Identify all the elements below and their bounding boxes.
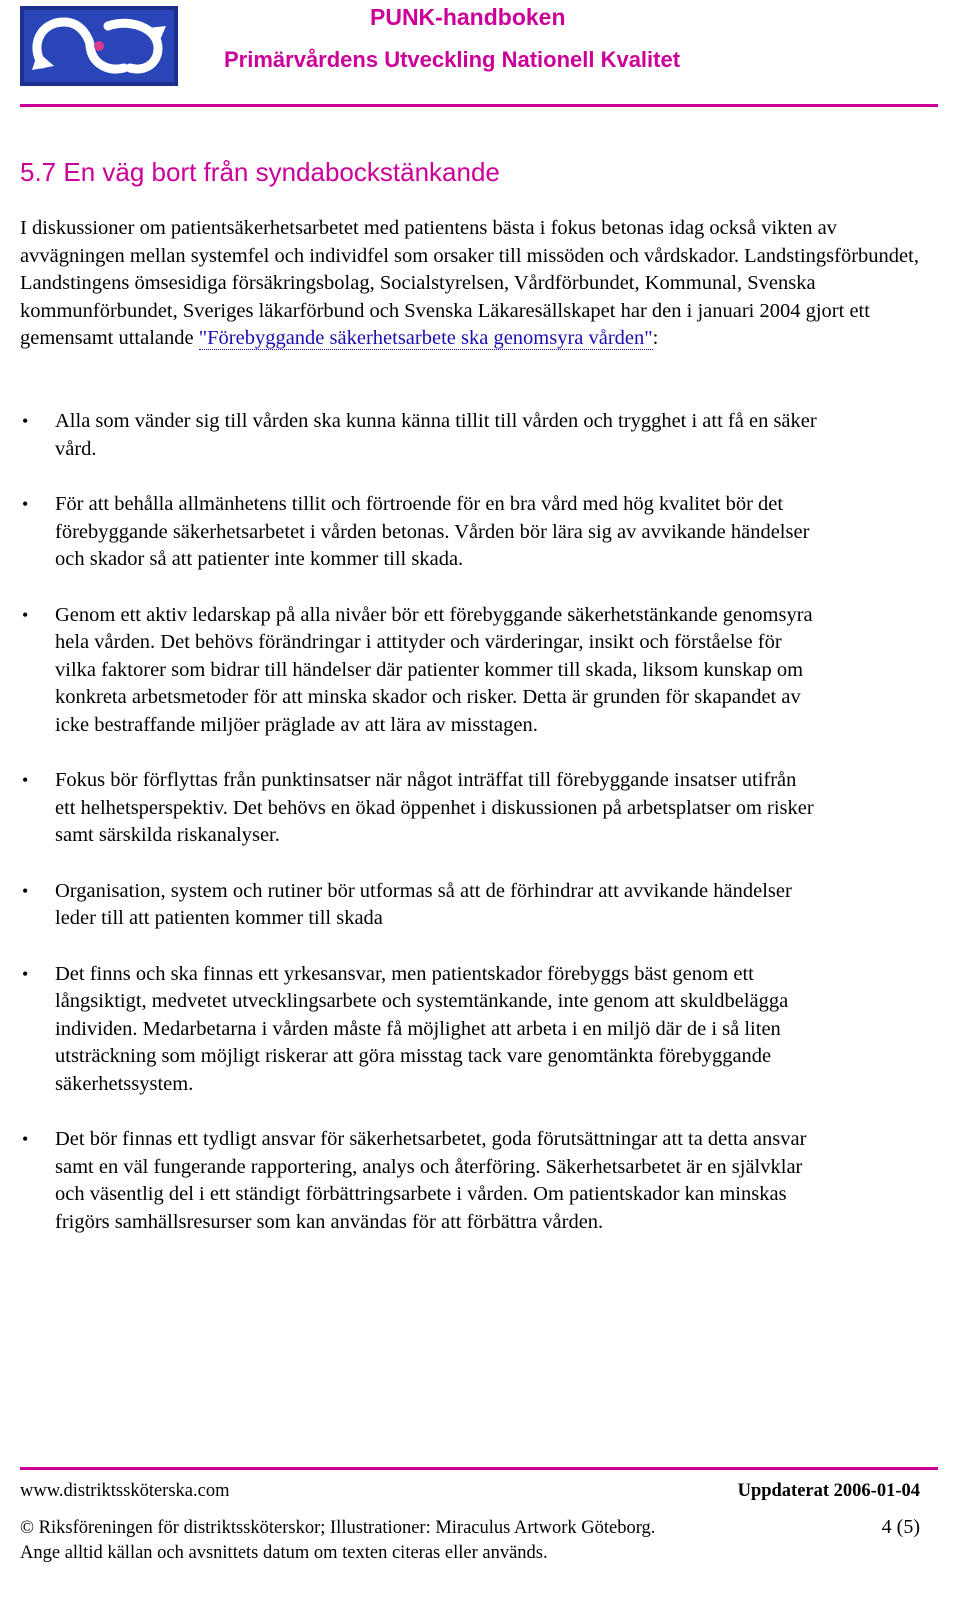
bullet-icon: •: [22, 494, 29, 514]
intro-suffix: :: [652, 327, 659, 349]
punk-logo-icon: [20, 6, 178, 86]
bullet-text: Organisation, system och rutiner bör utformas så att de förhindrar att avvikande händelser leder till att patienten kommer till skada: [55, 879, 792, 929]
list-item: [20, 602, 820, 740]
list-item: [20, 491, 820, 574]
statement-bullet-list: [20, 408, 820, 1264]
footer-divider: [20, 1467, 938, 1470]
bullet-icon: •: [22, 963, 29, 984]
bullet-text: Det bör finnas ett tydligt ansvar för säkerhetsarbetet, goda förutsättningar att ta detta ansvar samt en väl fungerande rapportering, analys och återföring. Säkerhetsarbetet är en självklar och väsentlig del i ett ständigt förbättringsarbete i vården. Om patientskador kan minskas frigörs samhällsresurser som kan användas för att förbättra vården.: [55, 1128, 807, 1233]
bullet-text: För att behålla allmänhetens tillit och förtroende för en bra vård med hög kvalitet bör det förebyggande säkerhetsarbetet i vården betonas. Vården bör lära sig av avvikande händelser och skador så att patienter inte kommer till skada.: [55, 493, 810, 570]
header-subtitle: Primärvårdens Utveckling Nationell Kvalitet: [224, 47, 681, 72]
bullet-icon: •: [22, 770, 29, 790]
list-item: [20, 767, 820, 850]
statement-link[interactable]: "Förebyggande säkerhetsarbete ska genomsyra vården": [198, 327, 653, 349]
header-divider: [20, 104, 938, 107]
bullet-text: Det finns och ska finnas ett yrkesansvar, men patientskador förebyggs bäst genom ett långsiktigt, medvetet utvecklingsarbete och systemtänkande, inte genom att skuldbelägga individen. Medarbetarna i vården måste få möjlighet att arbeta i en miljö där de i så liten utsträckning som möjligt riskerar att göra misstag tack vare genomtänkta förebyggande säkerhetssystem.: [55, 962, 789, 1095]
page-number: 4 (5): [881, 1516, 920, 1538]
bullet-text: Alla som vänder sig till vården ska kunna känna tillit till vården och trygghet i att få en säker vård.: [55, 410, 817, 460]
intro-text: I diskussioner om patientsäkerhetsarbetet med patientens bästa i fokus betonas idag också vikten av avvägningen mellan systemfel och individfel som orsaker till missöden och vårdskador. Landstingsförbundet, Landstingens ömsesidiga försäkringsbolag, Socialstyrelsen, Vårdförbundet, Kommunal, Svenska kommunförbundet, Sveriges läkarförbund och Svenska Läkaresällskapet har den i januari 2004 gjort ett gemensamt uttalande: [20, 217, 919, 349]
bullet-icon: •: [22, 880, 29, 901]
list-item: [20, 1126, 820, 1236]
list-item: [20, 878, 820, 933]
footer-updated-date: Uppdaterat 2006-01-04: [737, 1481, 920, 1501]
bullet-icon: •: [22, 1129, 29, 1149]
section-heading: 5.7 En väg bort från syndabockstänkande: [20, 157, 500, 187]
list-item: [20, 961, 820, 1099]
bullet-icon: •: [22, 411, 29, 431]
footer-url: www.distriktssköterska.com: [20, 1481, 230, 1501]
footer-copyright: © Riksföreningen för distriktssköterskor; Illustrationer: Miraculus Artwork Göteborg.: [20, 1518, 656, 1538]
bullet-icon: •: [22, 604, 29, 625]
list-item: [20, 408, 820, 463]
bullet-text: Genom ett aktiv ledarskap på alla nivåer bör ett förebyggande säkerhetstänkande genomsyra hela vården. Det behövs förändringar i attityder och värderingar, insikt och förståelse för vilka faktorer som bidrar till händelser där patienter kommer till skada, liksom kunskap om konkreta arbetsmetoder för att minska skador och risker. Detta är grunden för skapandet av icke bestraffande miljöer präglade av att lära av misstagen.: [55, 603, 813, 736]
intro-paragraph: [20, 215, 925, 353]
footer-citation-note: Ange alltid källan och avsnittets datum om texten citeras eller används.: [20, 1543, 548, 1563]
bullet-text: Fokus bör förflyttas från punktinsatser när något inträffat till förebyggande insatser utifrån ett helhetsperspektiv. Det behövs en ökad öppenhet i diskussionen på arbetsplatser om risker samt särskilda riskanalyser.: [55, 769, 814, 846]
header-title: PUNK-handboken: [370, 4, 566, 30]
